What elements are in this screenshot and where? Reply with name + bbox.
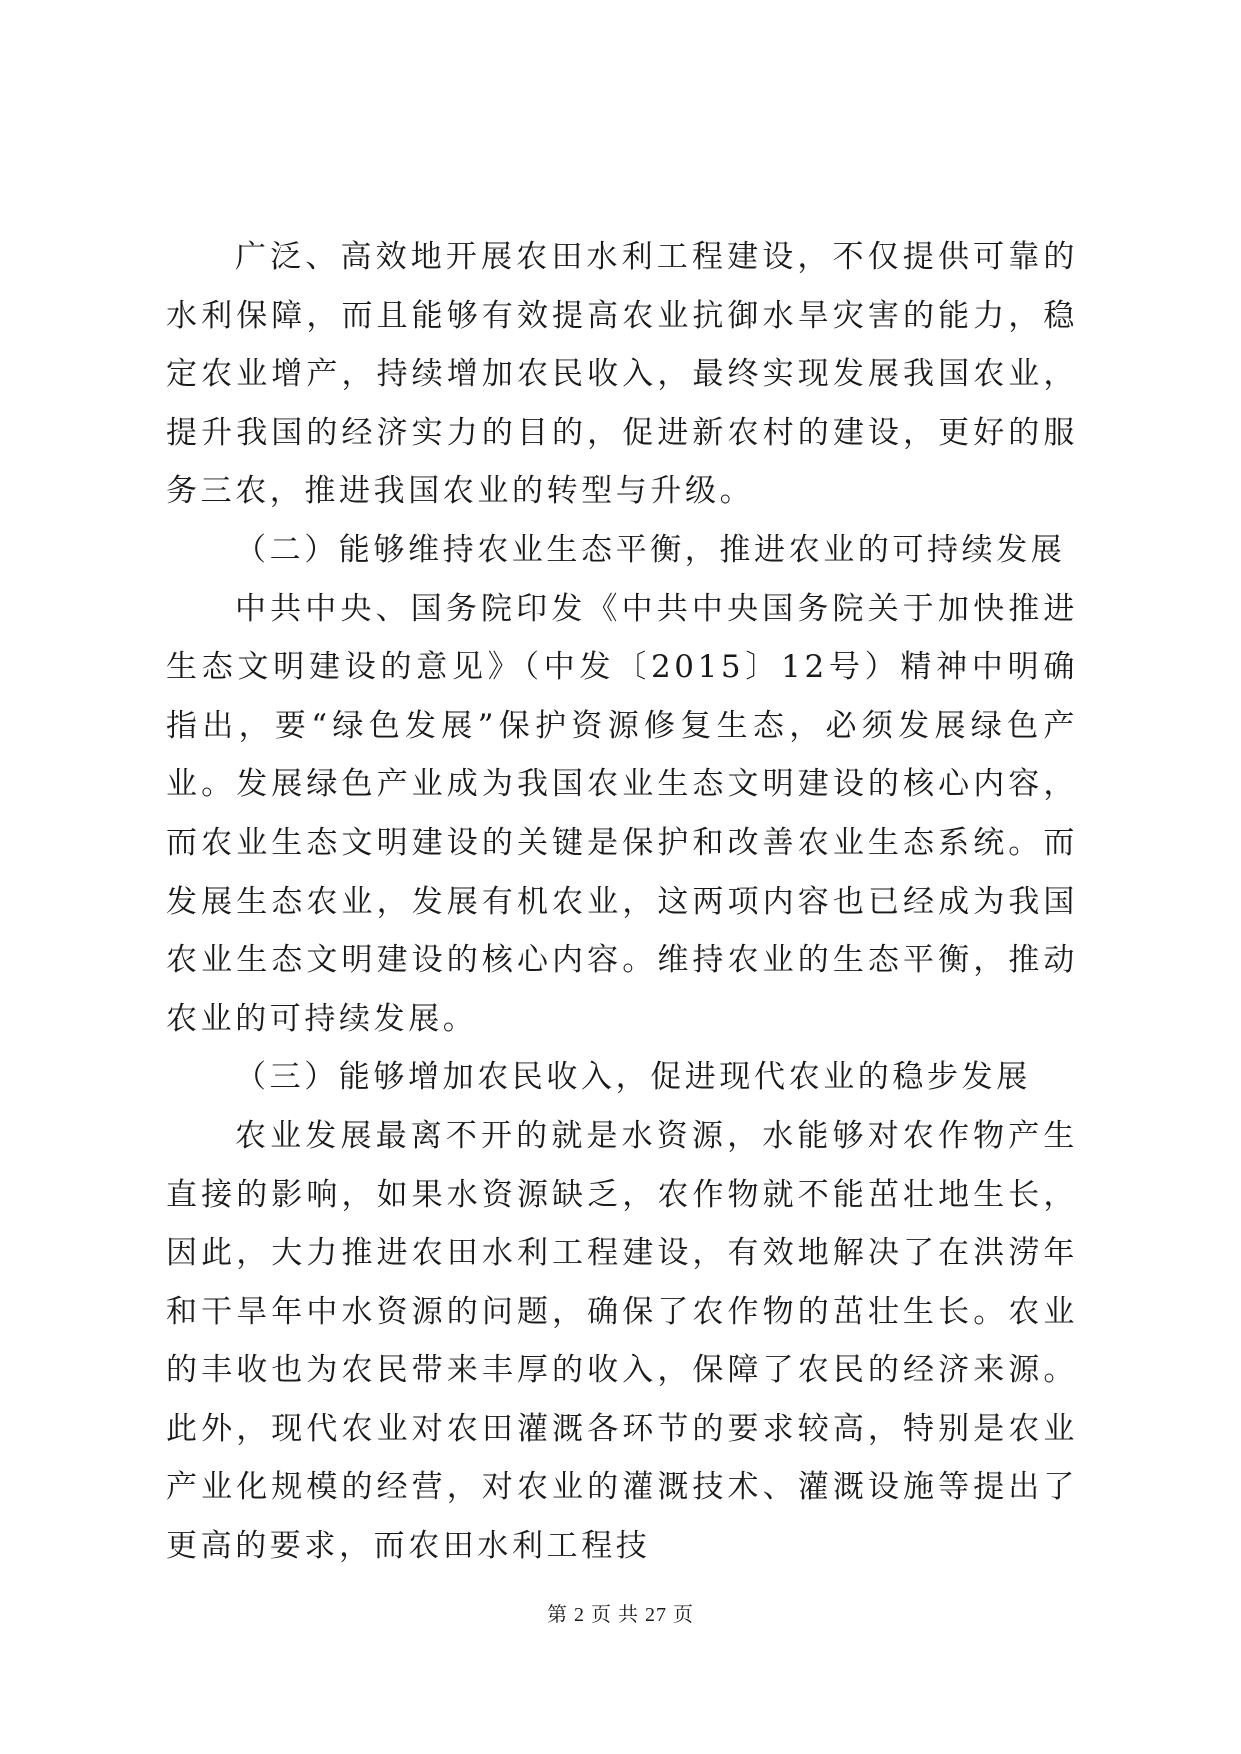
page-number-footer: 第 2 页 共 27 页 <box>547 1604 694 1626</box>
body-paragraph: 广泛、高效地开展农田水利工程建设，不仅提供可靠的水利保障，而且能够有效提高农业抗御水旱灾害的能力，稳定农业增产，持续增加农民收入，最终实现发展我国农业，提升我国的经济实力的目的，促进新农村的建设，更好的服务三农，推进我国农业的转型与升级。 <box>166 239 1078 510</box>
section-heading: （三）能够增加农民收入，促进现代农业的稳步发展 <box>235 1059 1031 1096</box>
section-heading: （二）能够维持农业生态平衡，推进农业的可持续发展 <box>235 531 1066 568</box>
body-paragraph: 中共中央、国务院印发《中共中央国务院关于加快推进生态文明建设的意见》（中发〔2015〕12号）精神中明确指出，要“绿色发展”保护资源修复生态，必须发展绿色产业。发展绿色产业成为我国农业生态文明建设的核心内容，而农业生态文明建设的关键是保护和改善农业生态系统。而发展生态农业，发展有机农业，这两项内容也已经成为我国农业生态文明建设的核心内容。维持农业的生态平衡，推动农业的可持续发展。 <box>166 590 1078 1037</box>
document-body <box>166 228 1078 1576</box>
body-paragraph: 农业发展最离不开的就是水资源，水能够对农作物产生直接的影响，如果水资源缺乏，农作物就不能茁壮地生长，因此，大力推进农田水利工程建设，有效地解决了在洪涝年和干旱年中水资源的问题，确保了农作物的茁壮生长。农业的丰收也为农民带来丰厚的收入，保障了农民的经济来源。此外，现代农业对农田灌溉各环节的要求较高，特别是农业产业化规模的经营，对农业的灌溉技术、灌溉设施等提出了更高的要求，而农田水利工程技 <box>166 1117 1078 1565</box>
